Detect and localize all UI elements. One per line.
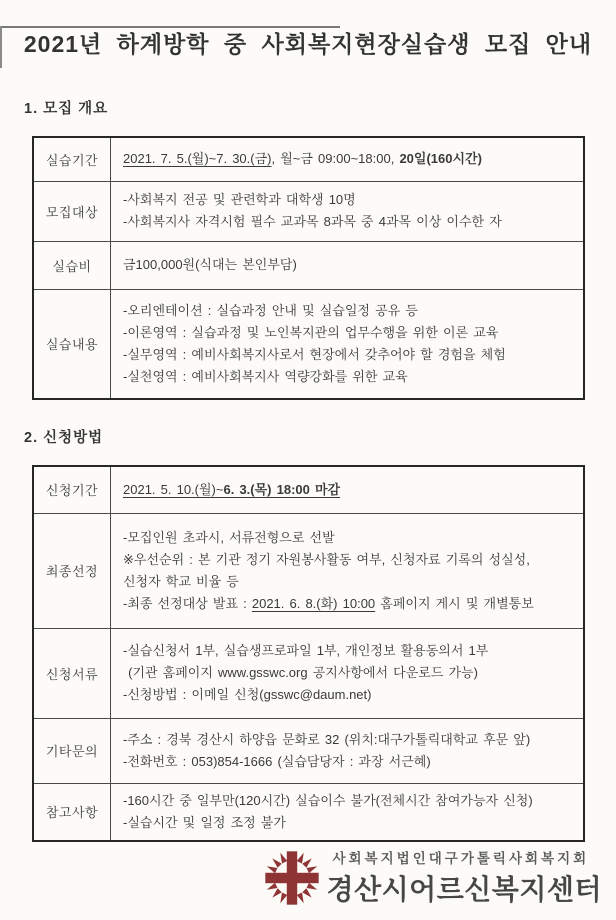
row-label: 신청서류 [33, 628, 111, 718]
row-content [111, 466, 585, 513]
row-label: 실습기간 [33, 137, 111, 181]
table-row [33, 783, 584, 841]
table-row [33, 628, 584, 718]
text-line: -주소 : 경북 경산시 하양읍 문화로 32 (위치:대구가톨릭대학교 후문 앞) [123, 731, 531, 747]
text-line: -모집인원 초과시, 서류전형으로 선발 [123, 529, 335, 545]
text-line: ※우선순위 : 본 기관 정기 자원봉사활동 여부, 신청자료 기록의 성실성, [123, 551, 530, 567]
text-line: 2021. 5. 10.(월)~6. 3.(목) 18:00 마감 [123, 481, 341, 497]
recruitment-overview-table [32, 136, 585, 400]
text-line: 금100,000원(식대는 본인부담) [123, 257, 297, 272]
application-method-table [32, 465, 585, 842]
page-title: 2021년 하계방학 중 사회복지현장실습생 모집 안내 [23, 31, 593, 57]
row-label: 실습내용 [33, 289, 111, 399]
row-content [111, 628, 585, 718]
row-content [111, 513, 585, 628]
text-line: -실습신청서 1부, 실습생프로파일 1부, 개인정보 활용동의서 1부 [123, 643, 489, 658]
text-line: -160시간 중 일부만(120시간) 실습이수 불가(전체시간 참여가능자 신청) [123, 792, 533, 808]
row-label: 기타문의 [33, 718, 111, 783]
text-line: -신청방법 : 이메일 신청(gsswc@daum.net) [123, 687, 372, 702]
parent-organization-name: 사회복지법인대구가톨릭사회복지회 [332, 851, 590, 866]
row-label: 최종선정 [33, 513, 111, 628]
table-row [33, 289, 584, 399]
text-line: -전화번호 : 053)854-1666 (실습담당자 : 과장 서근혜) [123, 753, 431, 769]
row-content [111, 137, 585, 181]
text-line: -이론영역 : 실습과정 및 노인복지관의 업무수행을 위한 이론 교육 [123, 324, 499, 340]
organization-names [327, 847, 602, 908]
row-content [111, 718, 585, 783]
scan-artifact-top [0, 26, 340, 28]
row-content [111, 241, 585, 289]
table-row [33, 181, 584, 241]
row-label: 신청기간 [33, 466, 111, 513]
table-row [33, 513, 584, 628]
row-content [111, 289, 585, 399]
text-line: -사회복지사 자격시험 필수 교과목 8과목 중 4과목 이상 이수한 자 [123, 214, 502, 229]
caritas-cross-icon [263, 849, 321, 907]
text-line: -사회복지 전공 및 관련학과 대학생 10명 [123, 192, 356, 207]
text-line: -실습시간 및 일정 조정 불가 [123, 814, 286, 830]
row-label: 모집대상 [33, 181, 111, 241]
text-line: (기관 홈페이지 www.gsswc.org 공지사항에서 다운로드 가능) [123, 665, 478, 680]
row-label: 실습비 [33, 241, 111, 289]
welfare-center-name: 경산시어르신복지센터 [326, 874, 602, 905]
text-line: -실천영역 : 예비사회복지사 역량강화를 위한 교육 [123, 368, 408, 384]
section1-heading: 1. 모집 개요 [24, 101, 109, 117]
row-content [111, 181, 585, 241]
text-line: -최종 선정대상 발표 : 2021. 6. 8.(화) 10:00 홈페이지 게시 및 개별통보 [123, 595, 534, 611]
scan-artifact-left [0, 26, 2, 68]
row-label: 참고사항 [33, 783, 111, 841]
text-line: 2021. 7. 5.(월)~7. 30.(금), 월~금 09:00~18:00, 20일(160시간) [123, 151, 482, 167]
text-line: 신청자 학교 비율 등 [123, 573, 239, 589]
text-line: -실무영역 : 예비사회복지사로서 현장에서 갖추어야 할 경험을 체험 [123, 346, 506, 362]
section2-heading: 2. 신청방법 [24, 430, 104, 446]
table-row [33, 241, 584, 289]
row-content [111, 783, 585, 841]
text-line: -오리엔테이션 : 실습과정 안내 및 실습일정 공유 등 [123, 302, 418, 318]
table-row [33, 466, 584, 513]
table-row [33, 718, 584, 783]
table-row [33, 137, 584, 181]
organization-footer [263, 847, 602, 908]
